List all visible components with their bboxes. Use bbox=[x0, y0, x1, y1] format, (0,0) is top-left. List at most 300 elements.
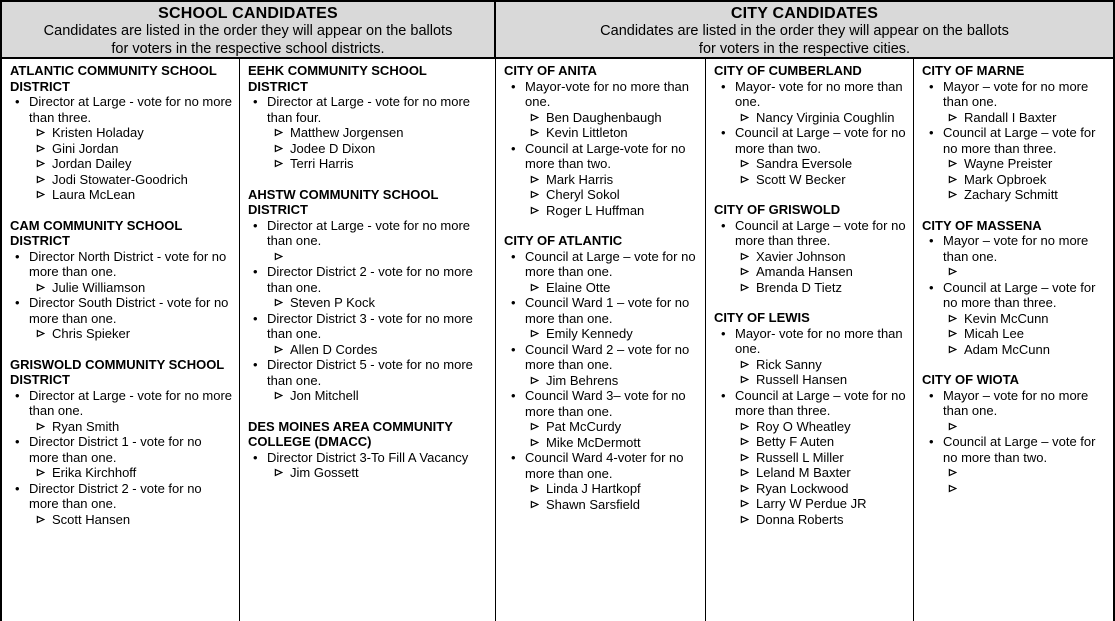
race-label-row bbox=[922, 233, 1108, 264]
arrowhead-icon bbox=[948, 329, 964, 338]
school-header-title: SCHOOL CANDIDATES bbox=[158, 5, 338, 22]
bullet-icon: • bbox=[721, 78, 726, 94]
section-heading: ATLANTIC COMMUNITY SCHOOL DISTRICT bbox=[10, 63, 217, 94]
candidate-name: Terri Harris bbox=[290, 156, 354, 171]
race bbox=[248, 94, 490, 172]
race bbox=[10, 434, 234, 481]
race-label-row bbox=[10, 295, 234, 326]
arrowhead-icon bbox=[274, 128, 290, 137]
race-label-row bbox=[504, 295, 700, 326]
candidate-name: Betty F Auten bbox=[756, 434, 835, 449]
arrowhead-icon bbox=[274, 159, 290, 168]
candidate-name: Mark Opbroek bbox=[964, 171, 1047, 187]
candidate-name: Roy O Wheatley bbox=[756, 418, 851, 434]
school-candidates-header bbox=[2, 2, 496, 57]
candidate-row bbox=[714, 372, 908, 388]
arrowhead-icon bbox=[948, 190, 964, 199]
race bbox=[10, 249, 234, 296]
race-label-row bbox=[714, 125, 908, 156]
candidate-name: Xavier Johnson bbox=[756, 248, 846, 264]
arrowhead-icon bbox=[274, 252, 290, 261]
candidate-row bbox=[504, 373, 700, 389]
arrowhead-icon bbox=[740, 283, 756, 292]
candidate-row bbox=[714, 280, 908, 296]
arrowhead-icon bbox=[740, 468, 756, 477]
race bbox=[248, 218, 490, 265]
candidate-row bbox=[10, 326, 234, 342]
candidate-row bbox=[504, 125, 700, 141]
arrowhead-icon bbox=[530, 113, 546, 122]
candidate-row bbox=[10, 512, 234, 528]
race-label: Mayor- vote for no more than one. bbox=[735, 325, 903, 356]
race-label-row bbox=[248, 94, 490, 125]
race-label: Council at Large – vote for no more than three. bbox=[943, 125, 1096, 156]
race-label-row bbox=[504, 342, 700, 373]
arrowhead-icon bbox=[36, 159, 52, 168]
candidate-name: Randall I Baxter bbox=[964, 109, 1057, 125]
race bbox=[504, 79, 700, 141]
bullet-icon: • bbox=[929, 434, 934, 449]
arrowhead-icon bbox=[36, 190, 52, 199]
candidate-row bbox=[504, 497, 700, 513]
candidate-section bbox=[922, 218, 1108, 358]
bullet-icon: • bbox=[929, 125, 934, 140]
section-heading: CITY OF WIOTA bbox=[922, 372, 1020, 387]
candidate-name: Mark Harris bbox=[546, 171, 614, 187]
candidate-row bbox=[504, 280, 700, 296]
candidate-name: Nancy Virginia Coughlin bbox=[756, 109, 895, 125]
arrowhead-icon bbox=[36, 515, 52, 524]
race-label: Director District 2 - vote for no more than one. bbox=[29, 480, 202, 511]
arrowhead-icon bbox=[530, 376, 546, 385]
section-heading: AHSTW COMMUNITY SCHOOL DISTRICT bbox=[248, 186, 439, 217]
section-heading: CITY OF CUMBERLAND bbox=[714, 63, 862, 78]
race-label-row bbox=[10, 434, 234, 465]
columns-container bbox=[2, 59, 1113, 621]
bullet-icon: • bbox=[721, 217, 726, 233]
bullet-icon: • bbox=[253, 264, 258, 279]
candidate-name: Jon Mitchell bbox=[290, 388, 359, 403]
arrowhead-icon bbox=[948, 175, 964, 184]
race bbox=[922, 388, 1108, 435]
bullet-icon: • bbox=[721, 325, 726, 341]
candidate-row bbox=[922, 419, 1108, 435]
bullet-icon: • bbox=[15, 434, 20, 449]
candidate-name: Sandra Eversole bbox=[756, 156, 853, 171]
candidate-name: Kevin Littleton bbox=[546, 125, 628, 140]
race-label-row bbox=[10, 481, 234, 512]
race-label: Director at Large - vote for no more than three. bbox=[29, 94, 233, 125]
race-label: Director District 1 - vote for no more than one. bbox=[29, 434, 202, 465]
race-label: Council at Large – vote for no more than two. bbox=[735, 125, 906, 156]
candidate-name: Donna Roberts bbox=[756, 511, 844, 527]
race-label: Director District 2 - vote for no more than one. bbox=[267, 264, 473, 295]
candidate-name: Rick Sanny bbox=[756, 356, 822, 372]
arrowhead-icon bbox=[530, 438, 546, 447]
race-label: Director at Large - vote for no more than four. bbox=[267, 94, 471, 125]
candidate-row bbox=[714, 450, 908, 466]
race-label-row bbox=[248, 450, 490, 466]
candidate-row bbox=[248, 249, 490, 265]
arrowhead-icon bbox=[530, 500, 546, 509]
school-subtitle-line-2: for voters in the respective school districts. bbox=[111, 40, 385, 57]
candidate-name: Elaine Otte bbox=[546, 279, 611, 295]
arrowhead-icon bbox=[740, 422, 756, 431]
candidate-name: Adam McCunn bbox=[964, 341, 1050, 357]
section-heading: DES MOINES AREA COMMUNITY COLLEGE (DMACC) bbox=[248, 418, 453, 449]
candidate-row bbox=[922, 264, 1108, 280]
candidate-row bbox=[922, 156, 1108, 172]
section-heading: CAM COMMUNITY SCHOOL DISTRICT bbox=[10, 217, 183, 248]
race-label-row bbox=[248, 264, 490, 295]
candidate-name: Amanda Hansen bbox=[756, 264, 853, 279]
race-label-row bbox=[504, 388, 700, 419]
bullet-icon: • bbox=[253, 357, 258, 372]
candidate-name: Zachary Schmitt bbox=[964, 187, 1058, 202]
candidate-row bbox=[10, 465, 234, 481]
section-heading: GRISWOLD COMMUNITY SCHOOL DISTRICT bbox=[10, 356, 225, 387]
bullet-icon: • bbox=[511, 450, 516, 465]
race-label: Mayor-vote for no more than one. bbox=[525, 78, 690, 109]
candidate-row bbox=[504, 203, 700, 219]
arrowhead-icon bbox=[530, 190, 546, 199]
race bbox=[922, 233, 1108, 280]
arrowhead-icon bbox=[274, 391, 290, 400]
candidate-column bbox=[914, 59, 1113, 621]
candidate-row bbox=[10, 141, 234, 157]
candidate-row bbox=[922, 465, 1108, 481]
race bbox=[504, 342, 700, 389]
bullet-icon: • bbox=[511, 388, 516, 403]
race-label: Council Ward 3– vote for no more than one. bbox=[525, 388, 686, 419]
candidate-row bbox=[248, 295, 490, 311]
candidate-row bbox=[10, 187, 234, 203]
arrowhead-icon bbox=[948, 345, 964, 354]
bullet-icon: • bbox=[511, 295, 516, 310]
candidate-section bbox=[10, 218, 234, 342]
candidate-row bbox=[714, 512, 908, 528]
race-label-row bbox=[714, 388, 908, 419]
race-label-row bbox=[714, 326, 908, 357]
candidate-name: Ryan Lockwood bbox=[756, 480, 849, 496]
race-label: Director South District - vote for no more than one. bbox=[29, 295, 229, 326]
bullet-icon: • bbox=[511, 248, 516, 264]
city-header-title: CITY CANDIDATES bbox=[730, 5, 879, 22]
arrowhead-icon bbox=[740, 252, 756, 261]
arrowhead-icon bbox=[740, 484, 756, 493]
race-label-row bbox=[10, 94, 234, 125]
bullet-icon: • bbox=[15, 480, 20, 496]
bullet-icon: • bbox=[253, 217, 258, 233]
section-heading: EEHK COMMUNITY SCHOOL DISTRICT bbox=[248, 63, 427, 94]
arrowhead-icon bbox=[740, 267, 756, 276]
race bbox=[714, 79, 908, 126]
race-label-row bbox=[504, 141, 700, 172]
arrowhead-icon bbox=[948, 267, 964, 276]
race-label-row bbox=[922, 434, 1108, 465]
race-label: Council at Large – vote for no more than three. bbox=[735, 387, 906, 418]
candidate-row bbox=[10, 156, 234, 172]
race bbox=[504, 388, 700, 450]
arrowhead-icon bbox=[740, 113, 756, 122]
candidate-row bbox=[714, 481, 908, 497]
race-label: Council Ward 1 – vote for no more than one. bbox=[525, 295, 690, 326]
race-label: Director at Large - vote for no more than one. bbox=[267, 217, 471, 248]
race bbox=[10, 94, 234, 203]
race-label-row bbox=[10, 388, 234, 419]
candidate-column bbox=[2, 59, 240, 621]
arrowhead-icon bbox=[274, 345, 290, 354]
bullet-icon: • bbox=[511, 140, 516, 156]
arrowhead-icon bbox=[740, 375, 756, 384]
arrowhead-icon bbox=[948, 468, 964, 477]
race bbox=[248, 450, 490, 481]
bullet-icon: • bbox=[253, 449, 258, 465]
candidate-section bbox=[10, 63, 234, 203]
race bbox=[922, 79, 1108, 126]
arrowhead-icon bbox=[274, 144, 290, 153]
candidate-name: Allen D Cordes bbox=[290, 341, 378, 357]
candidate-name: Chris Spieker bbox=[52, 326, 131, 341]
candidate-name: Brenda D Tietz bbox=[756, 279, 842, 295]
race bbox=[10, 388, 234, 435]
bullet-icon: • bbox=[929, 78, 934, 94]
arrowhead-icon bbox=[36, 128, 52, 137]
city-header-subtitle bbox=[496, 23, 1113, 57]
candidate-section bbox=[922, 63, 1108, 203]
candidate-row bbox=[714, 465, 908, 481]
race-label: Council Ward 4-voter for no more than one. bbox=[525, 450, 684, 481]
race-label: Mayor – vote for no more than one. bbox=[943, 387, 1089, 418]
candidate-name: Pat McCurdy bbox=[546, 419, 622, 434]
section-heading: CITY OF MARNE bbox=[922, 63, 1025, 78]
candidate-name: Jordan Dailey bbox=[52, 156, 132, 171]
candidate-row bbox=[922, 326, 1108, 342]
candidate-row bbox=[714, 156, 908, 172]
race-label: Director District 5 - vote for no more than one. bbox=[267, 357, 473, 388]
bullet-icon: • bbox=[15, 248, 20, 264]
candidate-name: Jodee D Dixon bbox=[290, 140, 376, 156]
header-row bbox=[2, 2, 1113, 59]
candidate-section bbox=[248, 187, 490, 404]
candidate-row bbox=[922, 187, 1108, 203]
candidate-name: Jim Behrens bbox=[546, 372, 619, 388]
race bbox=[504, 295, 700, 342]
arrowhead-icon bbox=[530, 128, 546, 137]
candidate-name: Jim Gossett bbox=[290, 465, 359, 480]
bullet-icon: • bbox=[15, 94, 20, 109]
arrowhead-icon bbox=[948, 314, 964, 323]
city-subtitle-line-2: for voters in the respective cities. bbox=[698, 40, 911, 57]
candidate-name: Larry W Perdue JR bbox=[756, 496, 867, 511]
candidate-section bbox=[248, 63, 490, 172]
candidate-section bbox=[504, 63, 700, 218]
race bbox=[248, 357, 490, 404]
race bbox=[248, 311, 490, 358]
candidate-row bbox=[922, 172, 1108, 188]
arrowhead-icon bbox=[530, 206, 546, 215]
candidate-row bbox=[714, 496, 908, 512]
race bbox=[922, 125, 1108, 203]
arrowhead-icon bbox=[740, 175, 756, 184]
arrowhead-icon bbox=[740, 515, 756, 524]
race-label: Mayor – vote for no more than one. bbox=[943, 78, 1089, 109]
candidate-name: Wayne Preister bbox=[964, 156, 1053, 171]
arrowhead-icon bbox=[274, 298, 290, 307]
race bbox=[922, 434, 1108, 496]
arrowhead-icon bbox=[36, 422, 52, 431]
candidate-row bbox=[248, 388, 490, 404]
candidate-row bbox=[504, 172, 700, 188]
arrowhead-icon bbox=[740, 360, 756, 369]
race-label-row bbox=[10, 249, 234, 280]
candidate-row bbox=[922, 481, 1108, 497]
bullet-icon: • bbox=[721, 387, 726, 403]
section-heading: CITY OF LEWIS bbox=[714, 310, 810, 325]
race-label: Council at Large-vote for no more than two. bbox=[525, 140, 686, 171]
candidate-row bbox=[714, 110, 908, 126]
arrowhead-icon bbox=[740, 437, 756, 446]
candidate-column bbox=[240, 59, 496, 621]
race bbox=[248, 264, 490, 311]
candidate-name: Erika Kirchhoff bbox=[52, 465, 137, 480]
section-heading: CITY OF ANITA bbox=[504, 63, 597, 78]
school-header-subtitle bbox=[2, 23, 494, 57]
arrowhead-icon bbox=[948, 484, 964, 493]
candidate-name: Linda J Hartkopf bbox=[546, 481, 641, 496]
arrowhead-icon bbox=[530, 283, 546, 292]
race-label: Council Ward 2 – vote for no more than one. bbox=[525, 341, 690, 372]
arrowhead-icon bbox=[948, 113, 964, 122]
race-label-row bbox=[714, 79, 908, 110]
candidate-row bbox=[504, 435, 700, 451]
candidate-name: Roger L Huffman bbox=[546, 202, 645, 218]
candidate-name: Russell Hansen bbox=[756, 372, 848, 387]
candidate-row bbox=[504, 110, 700, 126]
race-label-row bbox=[922, 79, 1108, 110]
candidate-row bbox=[504, 187, 700, 203]
race-label: Council at Large – vote for no more than three. bbox=[943, 279, 1096, 310]
race bbox=[714, 218, 908, 296]
bullet-icon: • bbox=[511, 341, 516, 357]
arrowhead-icon bbox=[36, 175, 52, 184]
candidate-name: Kevin McCunn bbox=[964, 310, 1049, 326]
race-label-row bbox=[922, 388, 1108, 419]
race bbox=[504, 249, 700, 296]
arrowhead-icon bbox=[36, 329, 52, 338]
race-label-row bbox=[504, 249, 700, 280]
race-label: Council at Large – vote for no more than one. bbox=[525, 248, 696, 279]
race bbox=[10, 481, 234, 528]
arrowhead-icon bbox=[948, 159, 964, 168]
arrowhead-icon bbox=[530, 422, 546, 431]
candidate-column bbox=[706, 59, 914, 621]
candidate-name: Russell L Miller bbox=[756, 449, 844, 465]
candidate-row bbox=[922, 110, 1108, 126]
race-label: Council at Large – vote for no more than two. bbox=[943, 434, 1096, 465]
candidate-row bbox=[922, 342, 1108, 358]
race bbox=[10, 295, 234, 342]
race bbox=[504, 141, 700, 219]
bullet-icon: • bbox=[15, 295, 20, 310]
bullet-icon: • bbox=[511, 78, 516, 94]
city-candidates-header bbox=[496, 2, 1113, 57]
candidate-row bbox=[248, 465, 490, 481]
candidate-row bbox=[714, 434, 908, 450]
candidate-section bbox=[714, 310, 908, 527]
candidate-row bbox=[714, 419, 908, 435]
section-heading: CITY OF GRISWOLD bbox=[714, 202, 841, 217]
race bbox=[922, 280, 1108, 358]
candidate-section bbox=[504, 233, 700, 512]
candidate-row bbox=[714, 172, 908, 188]
race-label: Director at Large - vote for no more than one. bbox=[29, 387, 233, 418]
race-label-row bbox=[504, 450, 700, 481]
race-label-row bbox=[714, 218, 908, 249]
candidate-name: Ryan Smith bbox=[52, 418, 120, 434]
candidate-row bbox=[504, 419, 700, 435]
candidate-name: Kristen Holaday bbox=[52, 125, 144, 140]
race-label: Mayor- vote for no more than one. bbox=[735, 78, 903, 109]
race-label: Director District 3 - vote for no more than one. bbox=[267, 310, 473, 341]
race-label: Council at Large – vote for no more than three. bbox=[735, 217, 906, 248]
race-label-row bbox=[504, 79, 700, 110]
race-label: Mayor – vote for no more than one. bbox=[943, 233, 1089, 264]
candidate-name: Jodi Stowater-Goodrich bbox=[52, 171, 188, 187]
section-heading: CITY OF ATLANTIC bbox=[504, 233, 623, 248]
candidate-name: Ben Daughenbaugh bbox=[546, 109, 662, 125]
candidate-row bbox=[504, 326, 700, 342]
candidate-section bbox=[248, 419, 490, 481]
race-label-row bbox=[248, 311, 490, 342]
bullet-icon: • bbox=[929, 279, 934, 295]
candidate-name: Shawn Sarsfield bbox=[546, 496, 640, 512]
bullet-icon: • bbox=[929, 233, 934, 248]
candidate-row bbox=[922, 311, 1108, 327]
candidate-name: Cheryl Sokol bbox=[546, 187, 620, 202]
arrowhead-icon bbox=[36, 468, 52, 477]
race-label-row bbox=[248, 357, 490, 388]
race-label-row bbox=[248, 218, 490, 249]
candidate-row bbox=[248, 342, 490, 358]
arrowhead-icon bbox=[740, 159, 756, 168]
section-heading: CITY OF MASSENA bbox=[922, 217, 1042, 233]
candidate-name: Steven P Kock bbox=[290, 295, 376, 310]
candidate-row bbox=[10, 125, 234, 141]
candidate-row bbox=[714, 357, 908, 373]
race-label: Director District 3-To Fill A Vacancy bbox=[267, 449, 469, 465]
candidate-row bbox=[10, 172, 234, 188]
candidate-row bbox=[714, 249, 908, 265]
candidate-section bbox=[922, 372, 1108, 496]
candidate-section bbox=[714, 63, 908, 187]
candidate-name: Laura McLean bbox=[52, 187, 136, 202]
candidate-name: Mike McDermott bbox=[546, 434, 641, 450]
candidate-row bbox=[248, 156, 490, 172]
arrowhead-icon bbox=[530, 329, 546, 338]
city-subtitle-line-1: Candidates are listed in the order they will appear on the ballots bbox=[600, 23, 1009, 39]
bullet-icon: • bbox=[253, 94, 258, 109]
bullet-icon: • bbox=[929, 387, 934, 403]
candidate-column bbox=[496, 59, 706, 621]
race-label: Director North District - vote for no more than one. bbox=[29, 248, 227, 279]
candidate-section bbox=[714, 202, 908, 295]
bullet-icon: • bbox=[15, 387, 20, 403]
candidate-row bbox=[10, 419, 234, 435]
race bbox=[714, 125, 908, 187]
candidate-row bbox=[10, 280, 234, 296]
candidate-section bbox=[10, 357, 234, 528]
